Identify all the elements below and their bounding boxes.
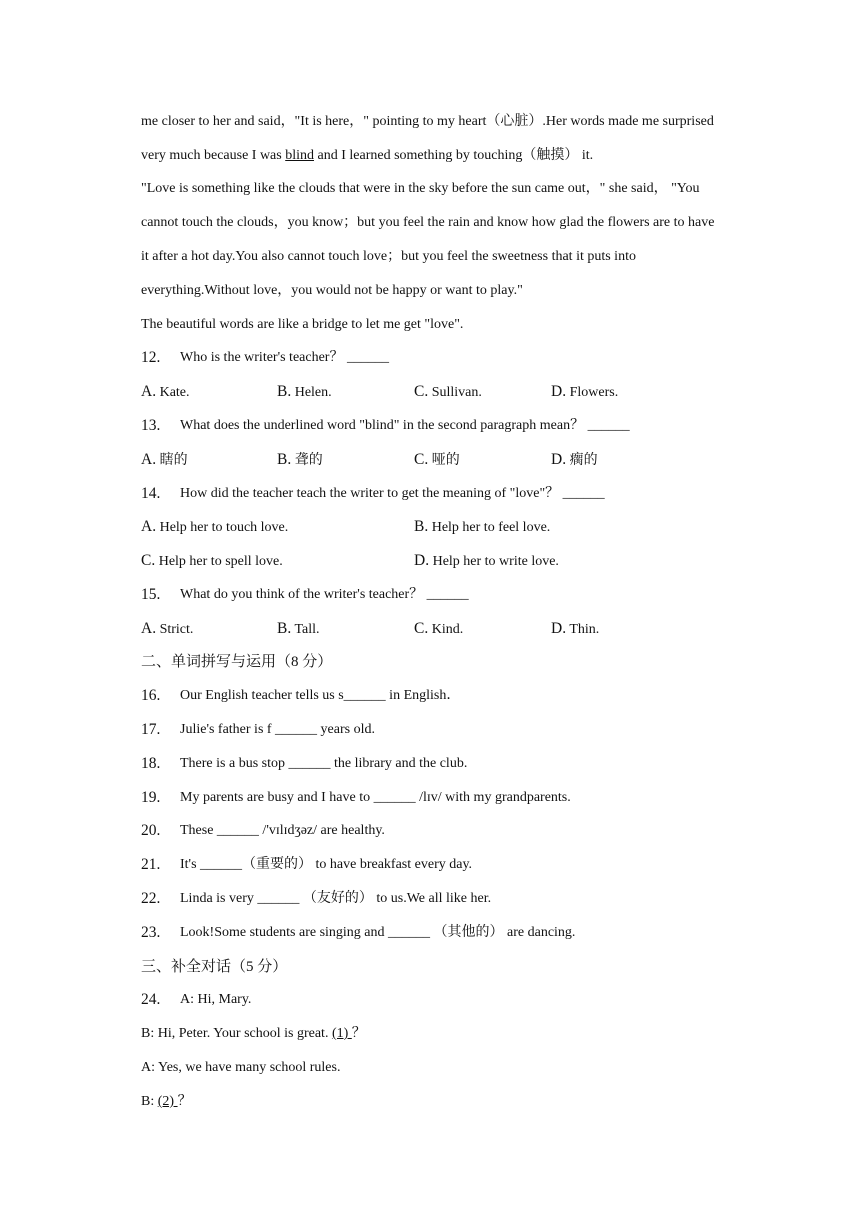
option-c[interactable]: C. Sullivan. bbox=[414, 383, 482, 400]
question-text: These ______ /'vɪlɪdʒəz/ are healthy. bbox=[180, 823, 385, 838]
question-text: My parents are busy and I have to ______ /lɪv/ with my grandparents. bbox=[180, 790, 571, 805]
option-a[interactable]: A. Kate. bbox=[141, 383, 190, 400]
passage-line: very much because I was blind and I learned something by touching（触摸） it. bbox=[141, 148, 594, 163]
passage-line: me closer to her and said，"It is here，" pointing to my heart（心脏）.Her words made me surprised bbox=[141, 114, 714, 129]
question-number: 13. bbox=[141, 417, 161, 434]
question-number: 17. bbox=[141, 721, 161, 738]
dialog-line: B: (2) ？ bbox=[141, 1094, 192, 1109]
question-number: 21. bbox=[141, 856, 161, 873]
passage-line: it after a hot day.You also cannot touch love；but you feel the sweetness that it puts into bbox=[141, 249, 636, 264]
question-text: What does the underlined word "blind" in the second paragraph mean？ ______ bbox=[180, 418, 630, 433]
question-number: 24. bbox=[141, 991, 161, 1008]
option-c[interactable]: C. Help her to spell love. bbox=[141, 552, 283, 569]
option-b[interactable]: B. Help her to feel love. bbox=[414, 518, 551, 535]
option-a[interactable]: A. Strict. bbox=[141, 620, 194, 637]
option-b[interactable]: B. Helen. bbox=[277, 383, 332, 400]
option-b[interactable]: B. 聋的 bbox=[277, 451, 323, 468]
question-text: A: Hi, Mary. bbox=[180, 992, 252, 1007]
question-number: 19. bbox=[141, 789, 161, 806]
question-text: Our English teacher tells us s______ in English． bbox=[180, 688, 461, 703]
option-b[interactable]: B. Tall. bbox=[277, 620, 320, 637]
option-d[interactable]: D. Flowers. bbox=[551, 383, 619, 400]
question-text: It's ______（重要的） to have breakfast every day. bbox=[180, 857, 473, 872]
question-number: 16. bbox=[141, 687, 161, 704]
section-heading: 三、补全对话（5 分） bbox=[141, 959, 288, 975]
question-number: 22. bbox=[141, 890, 161, 907]
passage-line: "Love is something like the clouds that were in the sky before the sun came out，" she said， "You bbox=[141, 181, 700, 196]
blank-2[interactable]: (2) bbox=[157, 1094, 178, 1109]
section-heading: 二、单词拼写与运用（8 分） bbox=[141, 654, 333, 670]
option-d[interactable]: D. 瘸的 bbox=[551, 451, 598, 468]
question-text: Linda is very ______ （友好的） to us.We all like her. bbox=[180, 891, 492, 906]
passage-line: The beautiful words are like a bridge to let me get "love". bbox=[141, 317, 464, 332]
question-text: How did the teacher teach the writer to get the meaning of "love"？ ______ bbox=[180, 486, 605, 501]
question-number: 14. bbox=[141, 485, 161, 502]
question-text: Julie's father is f ______ years old. bbox=[180, 722, 375, 737]
option-d[interactable]: D. Thin. bbox=[551, 620, 600, 637]
underlined-word-blind: blind bbox=[285, 148, 314, 163]
passage-line: everything.Without love，you would not be happy or want to play." bbox=[141, 283, 523, 298]
passage-line: cannot touch the clouds，you know；but you feel the rain and know how glad the flowers are to have bbox=[141, 215, 715, 230]
question-text: Look!Some students are singing and ______ （其他的） are dancing. bbox=[180, 925, 576, 940]
question-number: 18. bbox=[141, 755, 161, 772]
question-text: What do you think of the writer's teacher？ ______ bbox=[180, 587, 469, 602]
option-a[interactable]: A. Help her to touch love. bbox=[141, 518, 289, 535]
question-number: 20. bbox=[141, 822, 161, 839]
question-number: 12. bbox=[141, 349, 161, 366]
option-d[interactable]: D. Help her to write love. bbox=[414, 552, 559, 569]
option-a[interactable]: A. 瞎的 bbox=[141, 451, 188, 468]
question-text: Who is the writer's teacher？ ______ bbox=[180, 350, 389, 365]
option-c[interactable]: C. Kind. bbox=[414, 620, 464, 637]
question-number: 23. bbox=[141, 924, 161, 941]
question-number: 15. bbox=[141, 586, 161, 603]
option-c[interactable]: C. 哑的 bbox=[414, 451, 460, 468]
blank-1[interactable]: (1) bbox=[331, 1026, 352, 1041]
dialog-line: A: Yes, we have many school rules. bbox=[141, 1060, 341, 1075]
question-text: There is a bus stop ______ the library and the club. bbox=[180, 756, 468, 771]
dialog-line: B: Hi, Peter. Your school is great. (1) ？ bbox=[141, 1026, 366, 1041]
